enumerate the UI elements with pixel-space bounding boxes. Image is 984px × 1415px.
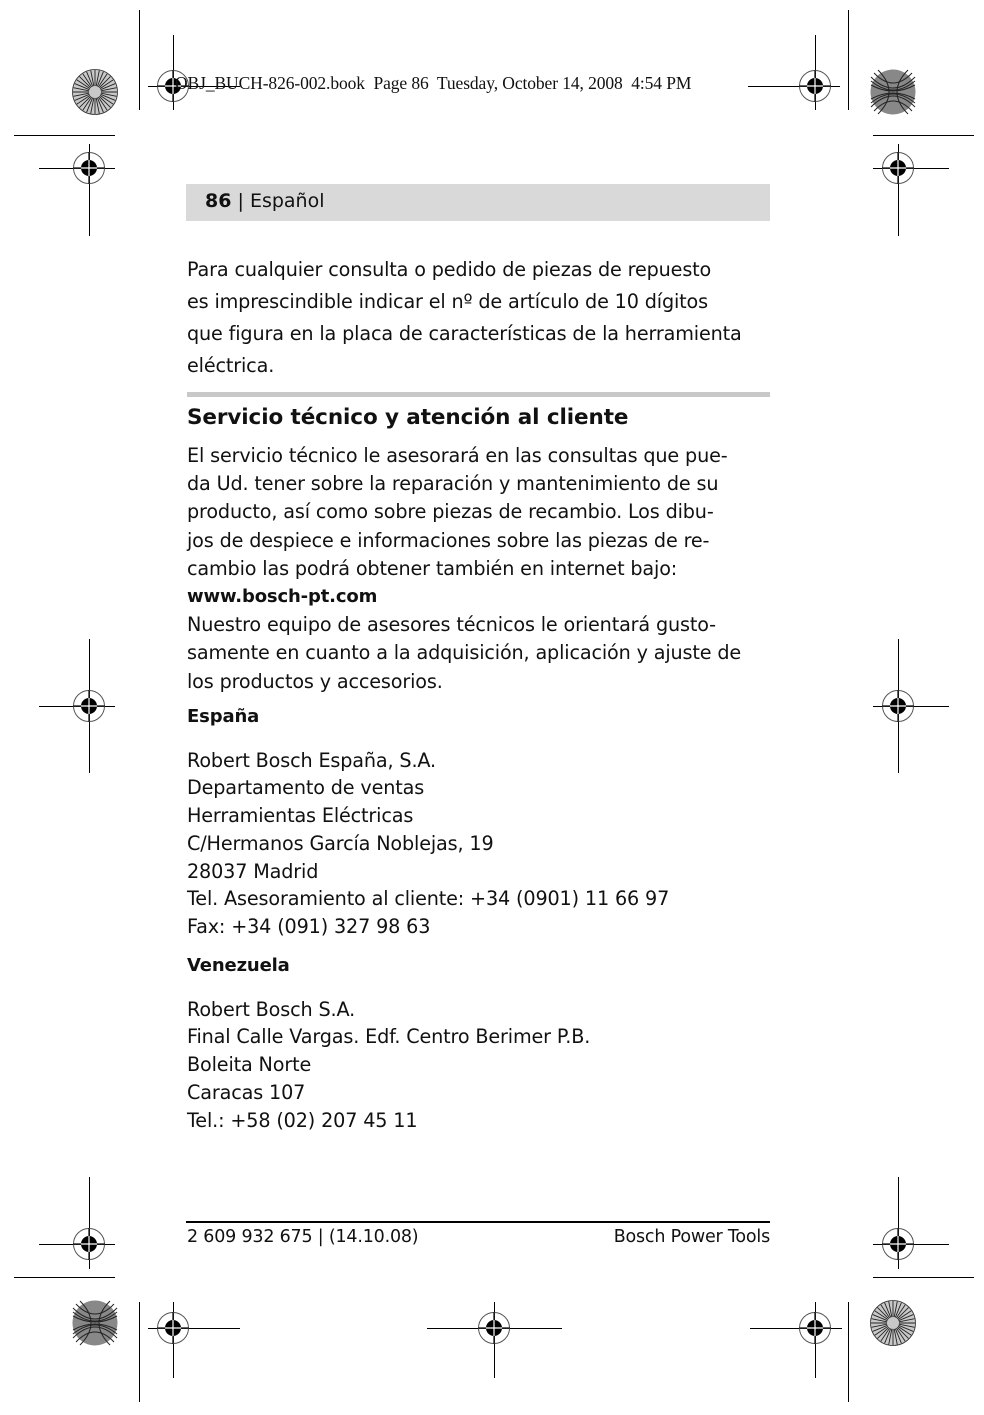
crop-line: [848, 1302, 849, 1402]
section-divider: [187, 392, 770, 397]
crop-line: [14, 1277, 115, 1278]
crop-line: [873, 135, 974, 136]
header-separator: |: [231, 190, 250, 212]
paragraph-line: Para cualquier consulta o pedido de piezas de repuesto: [187, 258, 712, 281]
crop-line: [873, 1277, 974, 1278]
phone-line: Tel. Asesoramiento al cliente: +34 (0901) 11 66 97: [187, 887, 670, 911]
crosshair-registration-mark-icon: [478, 1312, 510, 1344]
page-header: [186, 184, 770, 221]
address-line: Caracas 107: [187, 1080, 306, 1104]
paragraph-line: eléctrica.: [187, 354, 275, 377]
crosshair-registration-mark-icon: [73, 152, 105, 184]
address-line: Departamento de ventas: [187, 776, 425, 800]
crosshair-registration-mark-icon: [73, 1228, 105, 1260]
paragraph-line: jos de despiece e informaciones sobre las piezas de re-: [187, 528, 710, 552]
fax-line: Fax: +34 (091) 327 98 63: [187, 914, 431, 938]
address-line: Final Calle Vargas. Edf. Centro Berimer P.B.: [187, 1025, 591, 1049]
footer-rule: [186, 1221, 770, 1223]
crosshair-registration-mark-icon: [799, 70, 831, 102]
address-line: 28037 Madrid: [187, 859, 319, 883]
paragraph-line: cambio las podrá obtener también en internet bajo:: [187, 556, 678, 580]
starburst-target-icon: [870, 1300, 916, 1346]
crop-line: [139, 10, 140, 110]
phone-line: Tel.: +58 (02) 207 45 11: [187, 1108, 418, 1132]
starburst-target-icon: [72, 69, 118, 115]
contact-country: España: [187, 706, 260, 727]
crosshair-registration-mark-icon: [882, 1228, 914, 1260]
contact-country: Venezuela: [187, 955, 290, 976]
crosshair-registration-mark-icon: [882, 152, 914, 184]
address-line: Boleita Norte: [187, 1053, 312, 1077]
contact-block-spain: [187, 703, 777, 941]
crosshair-registration-mark-icon: [73, 690, 105, 722]
paragraph-line: es imprescindible indicar el nº de artículo de 10 dígitos: [187, 290, 708, 313]
paragraph-line: los productos y accesorios.: [187, 669, 443, 693]
paragraph-line: producto, así como sobre piezas de recambio. Los dibu-: [187, 500, 714, 524]
address-line: C/Hermanos García Noblejas, 19: [187, 831, 494, 855]
crosshair-registration-mark-icon: [882, 690, 914, 722]
footer-brand: Bosch Power Tools: [613, 1227, 770, 1247]
section-language: Español: [249, 190, 325, 212]
paragraph-line: que figura en la placa de características de la herramienta: [187, 322, 742, 345]
intro-paragraph: [187, 254, 777, 382]
page-number: 86: [205, 190, 232, 212]
crop-line: [139, 1302, 140, 1402]
paragraph-line: El servicio técnico le asesorará en las consultas que pue-: [187, 444, 728, 467]
address-line: Robert Bosch S.A.: [187, 997, 356, 1021]
paragraph-line: Nuestro equipo de asesores técnicos le orientará gusto-: [187, 613, 716, 637]
website-link[interactable]: www.bosch-pt.com: [187, 586, 378, 608]
service-paragraph: [187, 442, 777, 696]
address-line: Herramientas Eléctricas: [187, 804, 414, 828]
footer-doc-number: 2 609 932 675 | (14.10.08): [187, 1227, 419, 1247]
contact-block-venezuela: [187, 952, 777, 1134]
section-title: Servicio técnico y atención al cliente: [187, 405, 629, 430]
crosshair-registration-mark-icon: [799, 1312, 831, 1344]
print-slug: OBJ_BUCH-826-002.book Page 86 Tuesday, October 14, 2008 4:54 PM: [175, 73, 692, 93]
moire-target-icon: [72, 1300, 118, 1346]
moire-target-icon: [870, 69, 916, 115]
crop-line: [14, 135, 115, 136]
address-line: Robert Bosch España, S.A.: [187, 748, 437, 772]
crop-line: [848, 10, 849, 110]
paragraph-line: da Ud. tener sobre la reparación y mantenimiento de su: [187, 472, 719, 496]
paragraph-line: samente en cuanto a la adquisición, aplicación y ajuste de: [187, 641, 742, 665]
crosshair-registration-mark-icon: [157, 1312, 189, 1344]
